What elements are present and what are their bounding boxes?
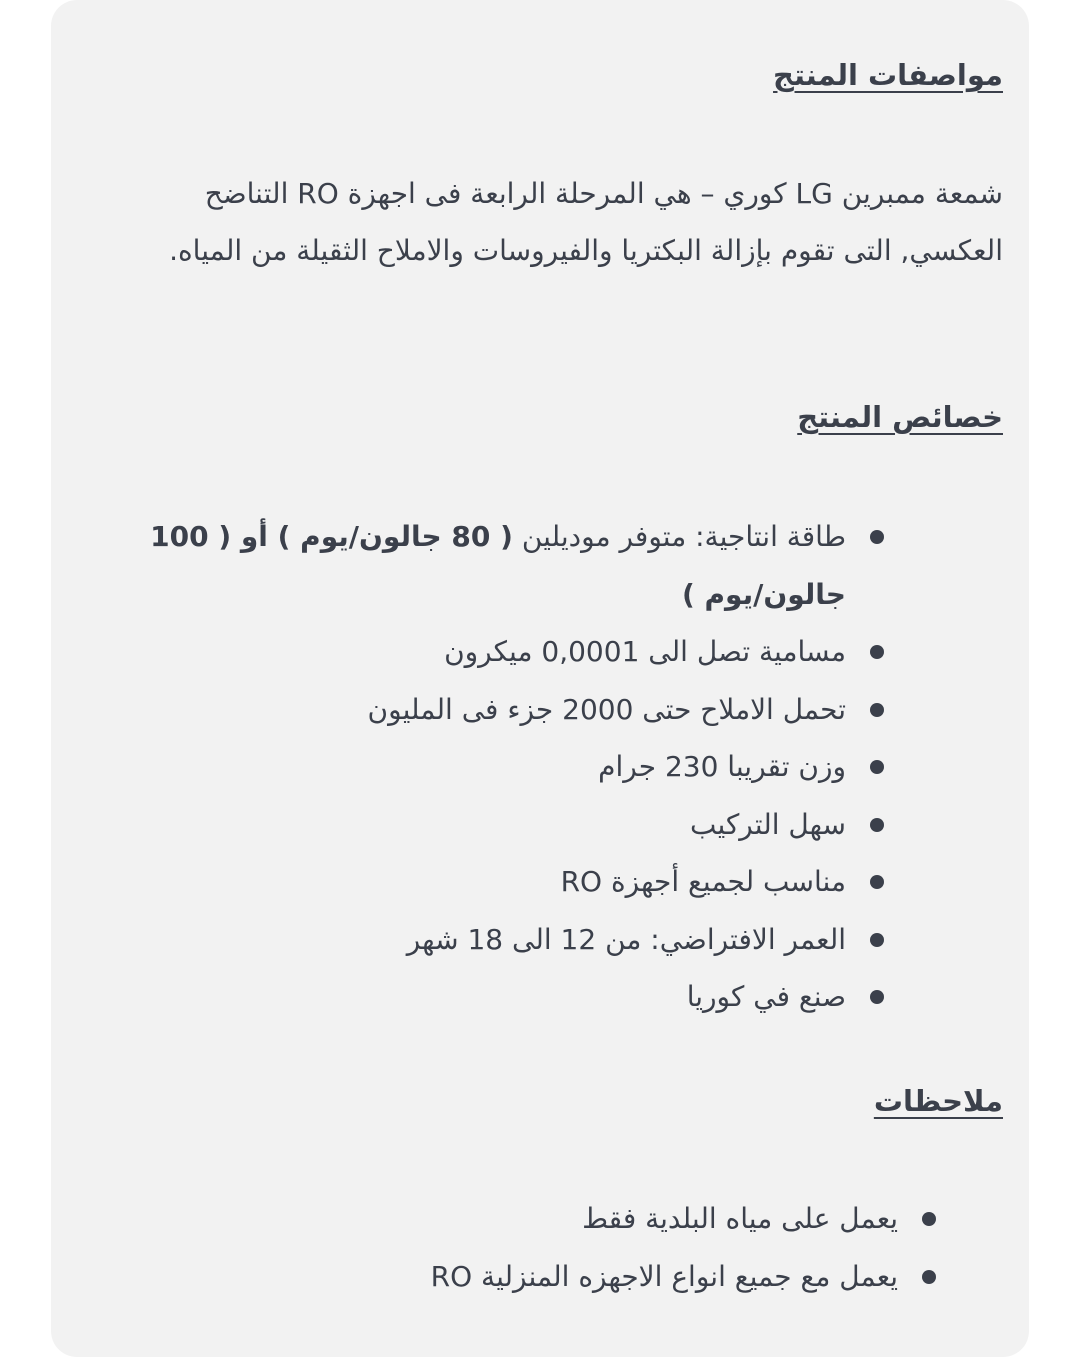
notes-list	[118, 1190, 898, 1305]
feature-item: العمر الافتراضي: من 12 الى 18 شهر	[76, 911, 846, 969]
features-heading: خصائص المنتج	[797, 400, 1003, 434]
capacity-model-80: ( 80 جالون/يوم )	[277, 520, 513, 553]
feature-capacity	[76, 508, 846, 623]
product-description-card	[51, 0, 1029, 1357]
feature-item: وزن تقريبا 230 جرام	[76, 738, 846, 796]
note-item: يعمل مع جميع انواع الاجهزه المنزلية RO	[118, 1248, 898, 1306]
specs-description: شمعة ممبرين LG كوري – هي المرحلة الرابعة فى اجهزة RO التناضح العكسي, التى تقوم بإزالة البكتريا والفيروسات والاملاح الثقيلة من المياه.	[169, 177, 1003, 267]
capacity-model-100: ( 100 جالون/يوم )	[150, 520, 846, 611]
notes-heading: ملاحظات	[873, 1084, 1003, 1118]
feature-item: صنع في كوريا	[76, 968, 846, 1026]
capacity-or: أو	[231, 520, 278, 553]
note-item: يعمل على مياه البلدية فقط	[118, 1190, 898, 1248]
feature-item: سهل التركيب	[76, 796, 846, 854]
features-list	[76, 508, 846, 1026]
feature-item: مسامية تصل الى 0,0001 ميكرون	[76, 623, 846, 681]
feature-item: مناسب لجميع أجهزة RO	[76, 853, 846, 911]
feature-item: تحمل الاملاح حتى 2000 جزء فى المليون	[76, 681, 846, 739]
specs-heading: مواصفات المنتج	[773, 58, 1003, 92]
capacity-prefix: طاقة انتاجية: متوفر موديلين	[512, 520, 846, 553]
